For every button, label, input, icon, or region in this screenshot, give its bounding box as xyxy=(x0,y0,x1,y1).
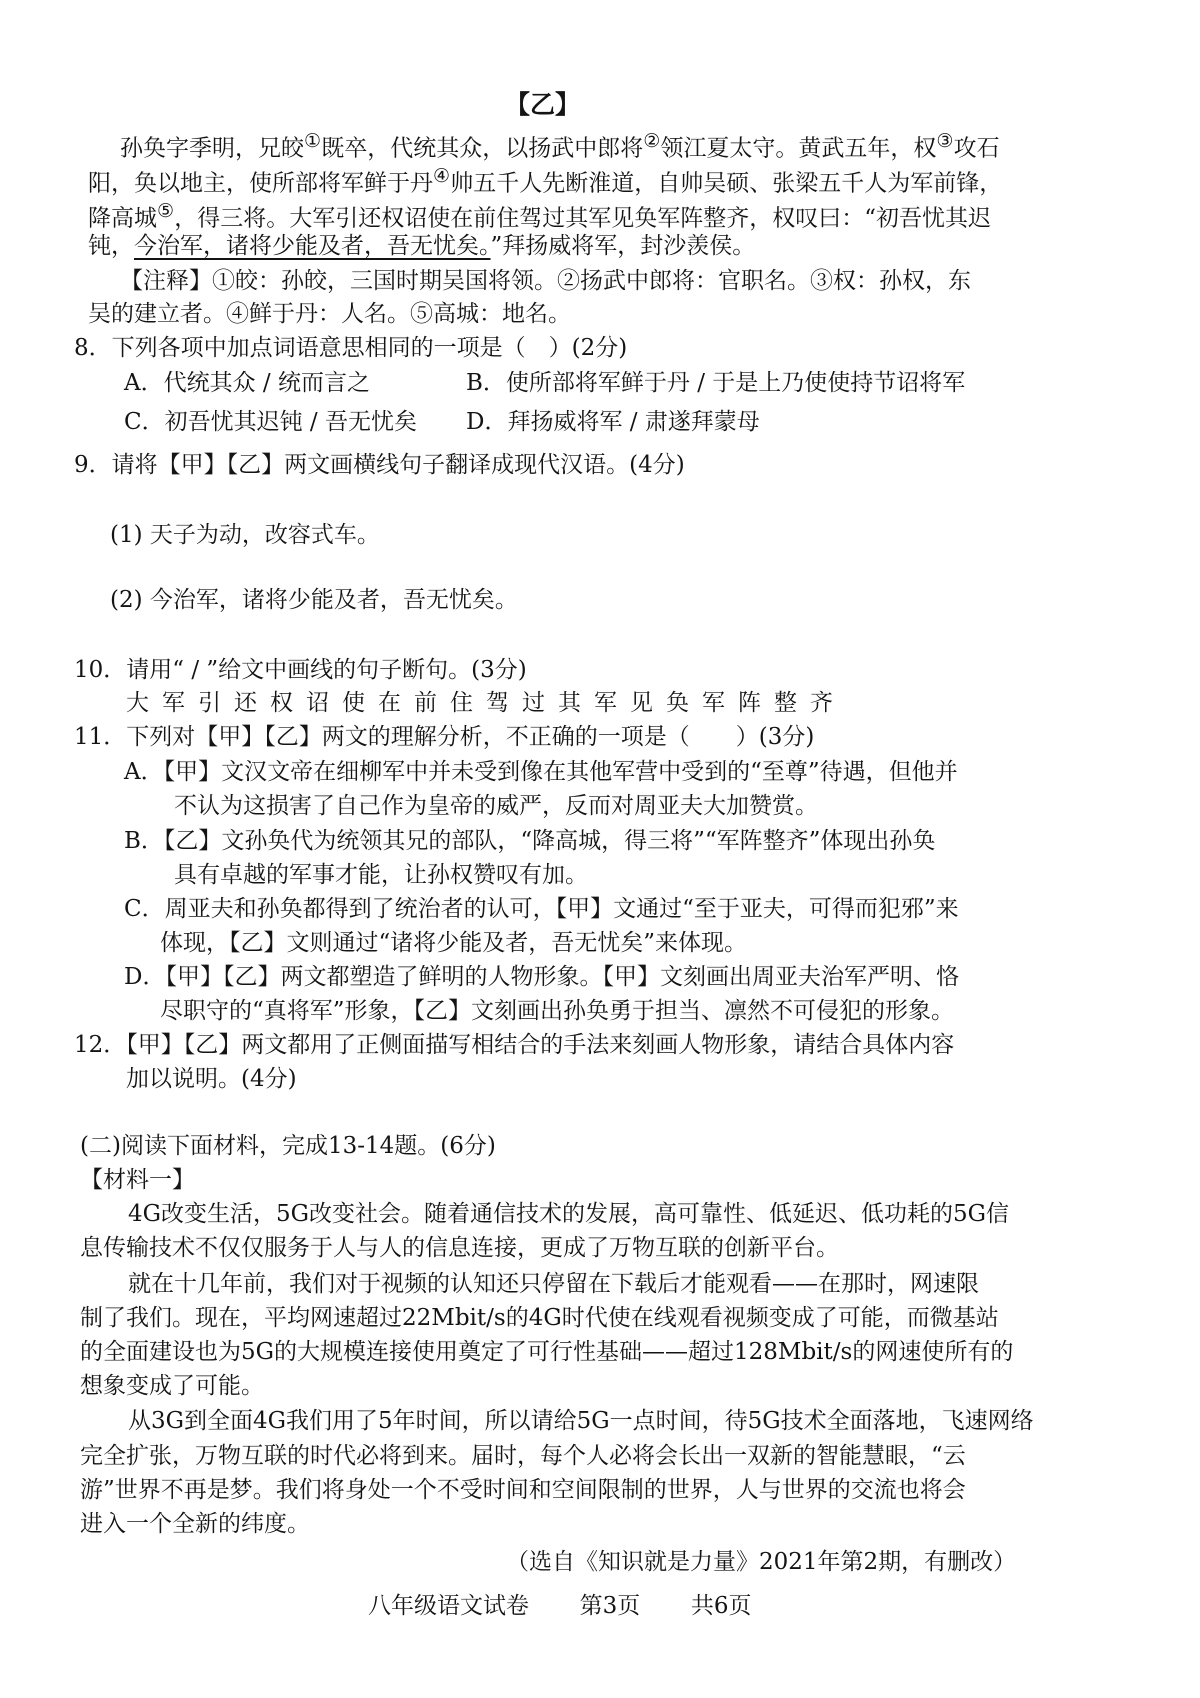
question-8-option-d: D．拜扬威将军 / 肃遂拜蒙母 xyxy=(466,409,760,435)
footer-exam-title: 八年级语文试卷 xyxy=(368,1593,529,1619)
question-12-line-1: 12．【甲】【乙】两文都用了正侧面描写相结合的手法来刻画人物形象，请结合具体内容 xyxy=(74,1032,955,1058)
question-8-option-c: C．初吾忧其迟钝 / 吾无忧矣 xyxy=(124,409,417,435)
question-8-stem: 8．下列各项中加点词语意思相同的一项是（ ）(2分) xyxy=(74,335,628,361)
material-1-para-3-line-3: 游”世界不再是梦。我们将身处一个不受时间和空间限制的世界，人与世界的交流也将会 xyxy=(80,1477,966,1503)
question-11-option-b-line-2: 具有卓越的军事才能，让孙权赞叹有加。 xyxy=(174,862,588,888)
question-9-sentence-2: (2) 今治军，诸将少能及者，吾无忧矣。 xyxy=(110,587,518,613)
question-11-option-a-line-1: A．【甲】文汉文帝在细柳军中并未受到像在其他军营中受到的“至尊”待遇，但他并 xyxy=(124,759,958,785)
footnote-marker: ③ xyxy=(936,129,954,152)
question-11-stem: 11．下列对【甲】【乙】两文的理解分析，不正确的一项是（ ）(3分) xyxy=(74,724,815,750)
material-1-label: 【材料一】 xyxy=(80,1167,195,1193)
footer-page-number: 第3页 xyxy=(579,1593,641,1619)
question-10-sentence: 大军引还权诏使在前住驾过其军见奂军阵整齐 xyxy=(126,690,846,716)
footnote-marker: ① xyxy=(304,129,322,152)
footnote-marker: ② xyxy=(643,129,661,152)
underlined-sentence: 今治军，诸将少能及者，吾无忧矣。 xyxy=(134,233,491,259)
question-11-option-c-line-2: 体现，【乙】文则通过“诸将少能及者，吾无忧矣”来体现。 xyxy=(160,930,748,956)
material-1-para-3-line-1: 从3G到全面4G我们用了5年时间，所以请给5G一点时间，待5G技术全面落地，飞速网络 xyxy=(128,1408,1034,1434)
question-11-option-d-line-2: 尽职守的“真将军”形象，【乙】文刻画出孙奂勇于担当、凛然不可侵犯的形象。 xyxy=(160,998,955,1024)
passage-yi-title: 【乙】 xyxy=(505,90,581,119)
question-11-option-b-line-1: B．【乙】文孙奂代为统领其兄的部队，“降高城，得三将”“军阵整齐”体现出孙奂 xyxy=(124,828,936,854)
material-1-para-2-line-2: 制了我们。现在，平均网速超过22Mbit/s的4G时代使在线观看视频变成了可能，而微基站 xyxy=(80,1305,999,1331)
passage-yi-line-3: 降高城⑤，得三将。大军引还权诏使在前住驾过其军见奂军阵整齐，权叹曰：“初吾忧其迟 xyxy=(88,199,991,232)
question-11-option-c-line-1: C．周亚夫和孙奂都得到了统治者的认可，【甲】文通过“至于亚夫，可得而犯邪”来 xyxy=(124,896,959,922)
section-2-heading: (二)阅读下面材料，完成13-14题。(6分) xyxy=(80,1133,496,1159)
question-12-line-2: 加以说明。(4分) xyxy=(126,1066,297,1092)
material-1-para-2-line-4: 想象变成了可能。 xyxy=(80,1373,264,1399)
footer-total-pages: 共6页 xyxy=(690,1593,752,1619)
question-8-option-a: A．代统其众 / 统而言之 xyxy=(124,370,370,396)
material-1-source: （选自《知识就是力量》2021年第2期，有删改） xyxy=(506,1549,1017,1575)
material-1-para-1-line-1: 4G改变生活，5G改变社会。随着通信技术的发展，高可靠性、低延迟、低功耗的5G信 xyxy=(128,1201,1010,1227)
question-9-stem: 9．请将【甲】【乙】两文画横线句子翻译成现代汉语。(4分) xyxy=(74,452,685,478)
question-10-stem: 10．请用“ / ”给文中画线的句子断句。(3分) xyxy=(74,657,527,683)
material-1-para-3-line-2: 完全扩张，万物互联的时代必将到来。届时，每个人必将会长出一双新的智能慧眼，“云 xyxy=(80,1443,966,1469)
question-9-sentence-1: (1) 天子为动，改容式车。 xyxy=(110,522,380,548)
annotation-line-2: 吴的建立者。④鲜于丹：人名。⑤高城：地名。 xyxy=(88,301,571,327)
material-1-para-2-line-3: 的全面建设也为5G的大规模连接使用奠定了可行性基础——超过128Mbit/s的网速使所有的 xyxy=(80,1339,1014,1365)
passage-yi-line-2: 阳，奂以地主，使所部将军鲜于丹④帅五千人先断淮道，自帅吴硕、张梁五千人为军前锋， xyxy=(88,164,1003,197)
footnote-marker: ⑤ xyxy=(157,199,175,222)
question-11-option-d-line-1: D．【甲】【乙】两文都塑造了鲜明的人物形象。【甲】文刻画出周亚夫治军严明、恪 xyxy=(124,964,959,990)
passage-yi-line-1: 孙奂字季明，兄皎①既卒，代统其众，以扬武中郎将②领江夏太守。黄武五年，权③攻石 xyxy=(120,129,1000,162)
question-8-option-b: B．使所部将军鲜于丹 / 于是上乃使使持节诏将军 xyxy=(466,370,966,396)
annotation-line-1: 【注释】①皎：孙皎，三国时期吴国将领。②扬武中郎将：官职名。③权：孙权，东 xyxy=(120,268,971,294)
passage-yi-line-4: 钝，今治军，诸将少能及者，吾无忧矣。”拜扬威将军，封沙羡侯。 xyxy=(88,233,756,259)
material-1-para-2-line-1: 就在十几年前，我们对于视频的认知还只停留在下载后才能观看——在那时，网速限 xyxy=(128,1271,979,1297)
material-1-para-1-line-2: 息传输技术不仅仅服务于人与人的信息连接，更成了万物互联的创新平台。 xyxy=(80,1235,839,1261)
page-footer xyxy=(368,1591,752,1621)
material-1-para-3-line-4: 进入一个全新的纬度。 xyxy=(80,1511,310,1537)
footnote-marker: ④ xyxy=(433,164,451,187)
question-11-option-a-line-2: 不认为这损害了自己作为皇帝的威严，反而对周亚夫大加赞赏。 xyxy=(174,793,818,819)
